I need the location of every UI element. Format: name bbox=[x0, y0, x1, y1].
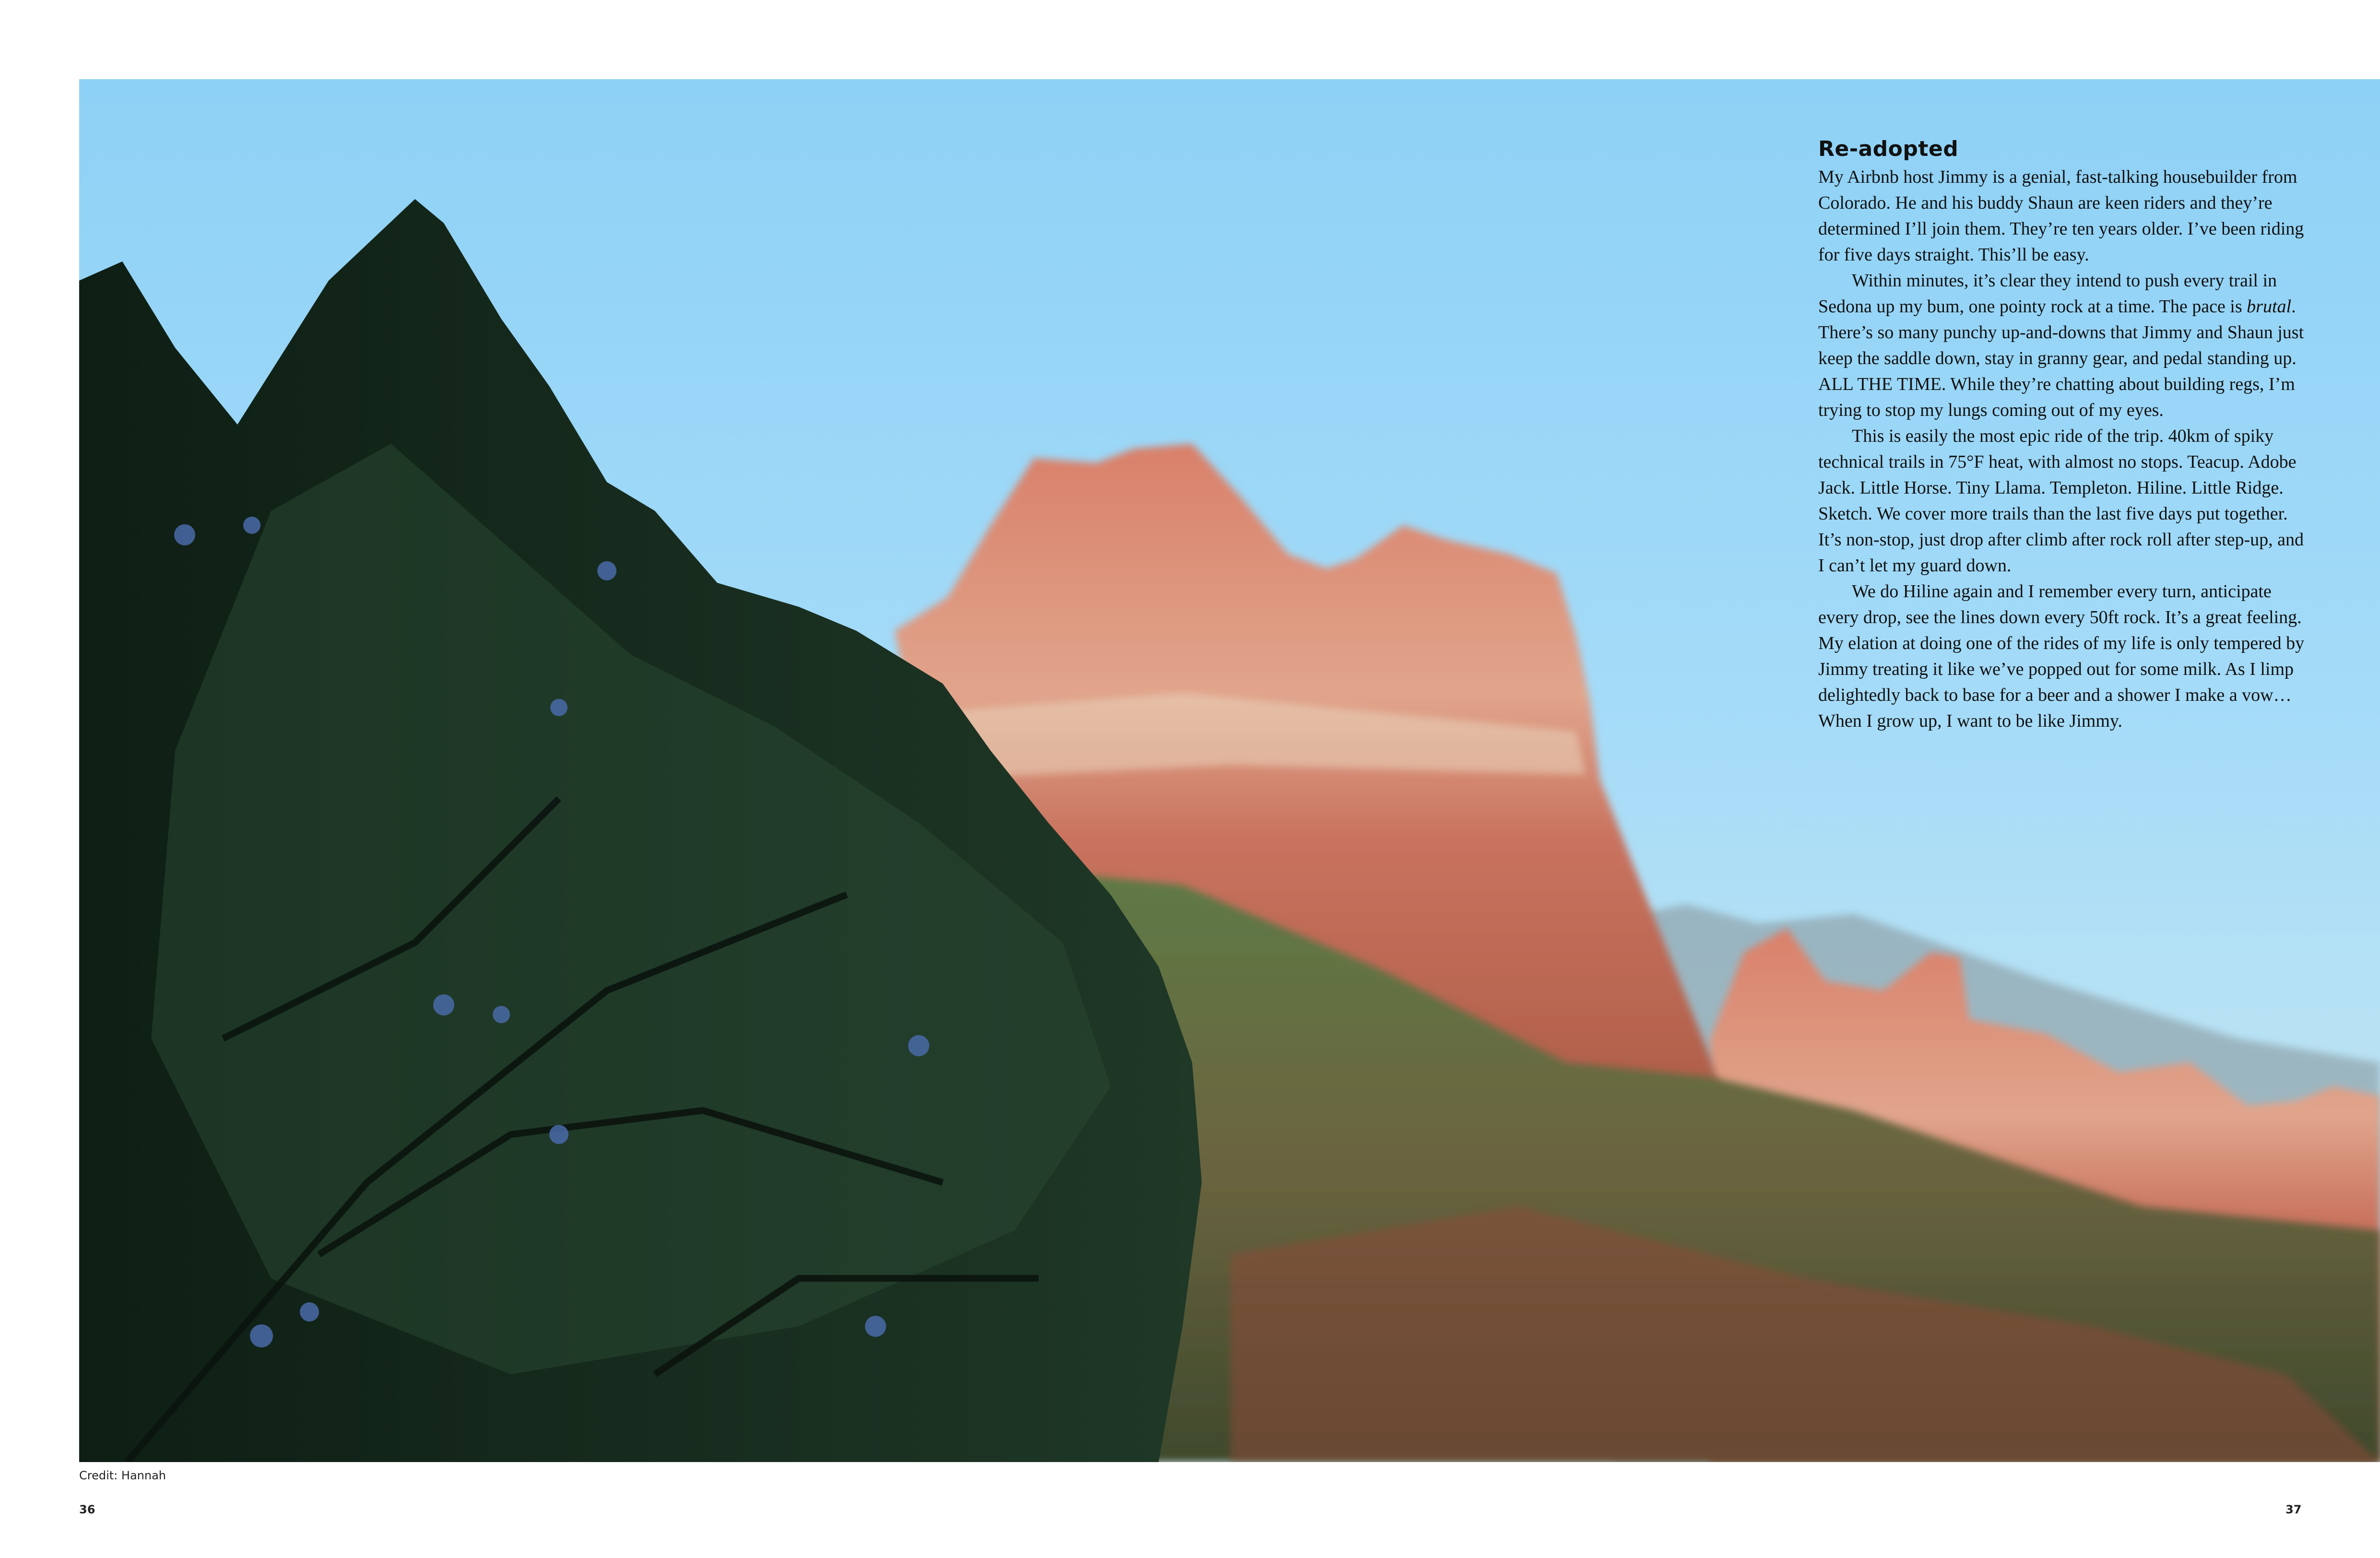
paragraph-text: We do Hiline again and I remember every turn, anticipate every drop, see the lines down every 50ft rock. It’s a great feeling. My elation at doing one of the rides of my life is only tempered by Jimmy treating it like we’ve popped out for some milk. As I limp delightedly back to base for a beer and a shower I make a vow… When I grow up, I want to be like Jimmy. bbox=[1818, 581, 2305, 731]
paragraph-text: . There’s so many punchy up-and-downs that Jimmy and Shaun just keep the saddle down, stay in granny gear, and pedal standing up. ALL THE TIME. While they’re chatting about building regs, I’m trying to stop my lungs coming out of my eyes. bbox=[1818, 296, 2304, 420]
page-number-left: 36 bbox=[79, 1503, 95, 1516]
paragraph-text: Within minutes, it’s clear they intend to push every trail in Sedona up my bum, one pointy rock at a time. The pace is bbox=[1818, 271, 2277, 317]
article-heading: Re-adopted bbox=[1818, 137, 1959, 161]
paragraph-emphasis: brutal bbox=[2247, 296, 2292, 317]
article-paragraph bbox=[1818, 268, 2308, 423]
article-paragraph bbox=[1818, 423, 2308, 578]
photo-credit: Credit: Hannah bbox=[79, 1469, 166, 1482]
article-text bbox=[1818, 137, 2308, 734]
article-paragraph bbox=[1818, 578, 2308, 734]
paragraph-text: My Airbnb host Jimmy is a genial, fast-talking housebuilder from Colorado. He and his buddy Shaun are keen riders and they’re determined I’ll join them. They’re ten years older. I’ve been riding for five days straight. This’ll be easy. bbox=[1818, 167, 2304, 265]
article-paragraph bbox=[1818, 164, 2308, 268]
page-number-right: 37 bbox=[2285, 1503, 2302, 1516]
paragraph-text: This is easily the most epic ride of the trip. 40km of spiky technical trails in 75°F heat, with almost no stops. Teacup. Adobe Jack. Little Horse. Tiny Llama. Templeton. Hiline. Little Ridge. Sketch. We cover more trails than the last five days put together. It’s non-stop, just drop after climb after rock roll after step-up, and I can’t let my guard down. bbox=[1818, 426, 2304, 576]
